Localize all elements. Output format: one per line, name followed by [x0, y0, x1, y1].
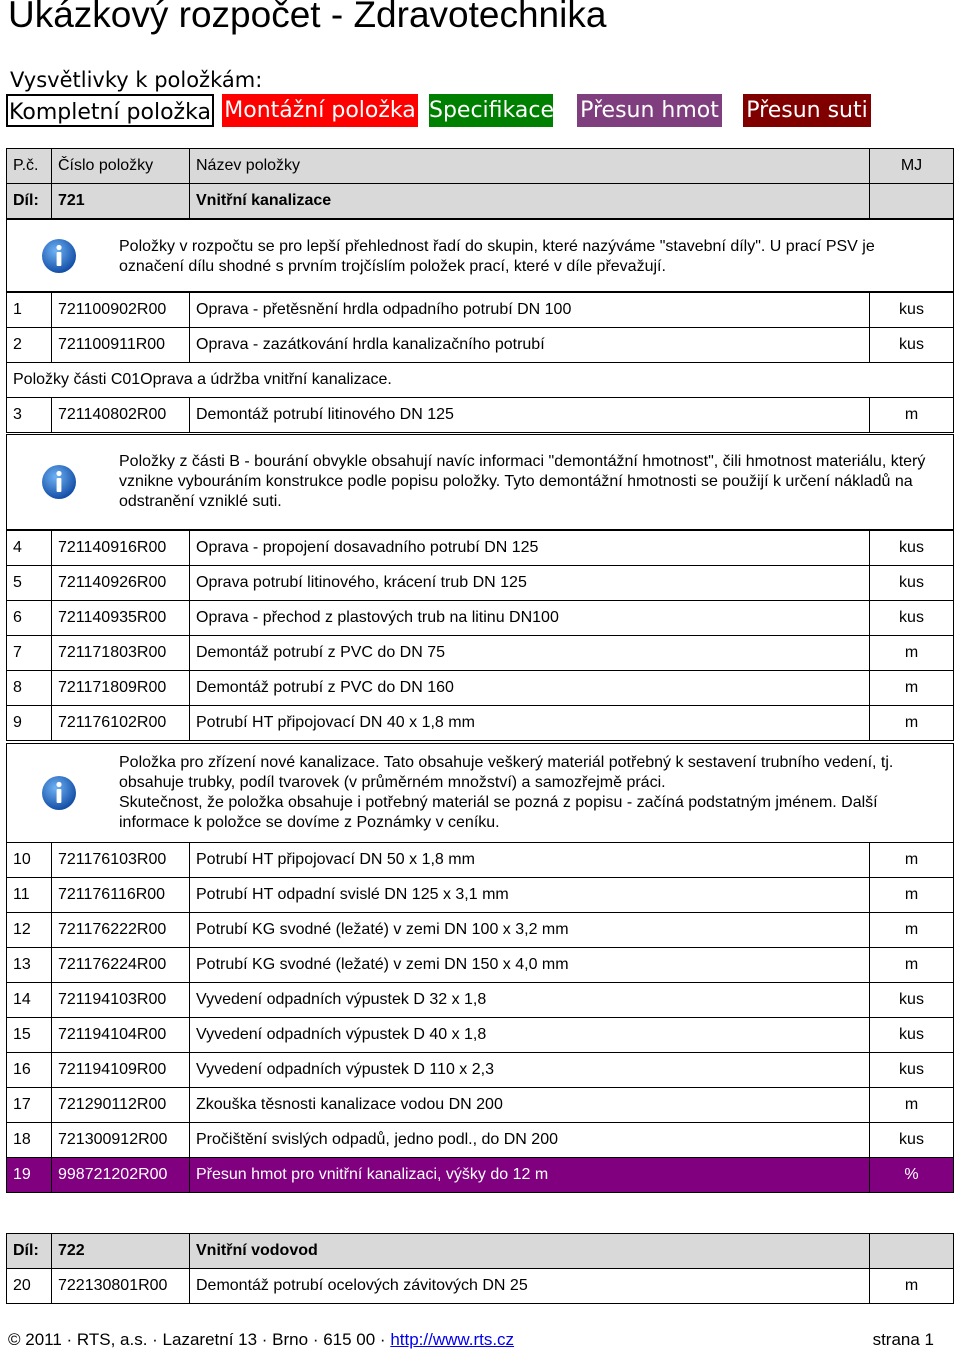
table-row-presun-hmot: [7, 1158, 954, 1193]
dil-label: Díl:: [7, 1234, 52, 1269]
row-name: Vyvedení odpadních výpustek D 110 x 2,3: [190, 1053, 870, 1088]
row-pc: 3: [7, 398, 52, 433]
row-mj: m: [870, 398, 954, 433]
row-name: Oprava - přetěsnění hrdla odpadního potrubí DN 100: [190, 293, 870, 328]
row-pc: 4: [7, 531, 52, 566]
row-name: Oprava potrubí litinového, krácení trub DN 125: [190, 566, 870, 601]
table-row: [7, 293, 954, 328]
row-code: 721176102R00: [52, 706, 190, 741]
row-name: Demontáž potrubí ocelových závitových DN 25: [190, 1269, 870, 1304]
table-row: [7, 398, 954, 433]
row-pc: 10: [7, 843, 52, 878]
row-pc: 8: [7, 671, 52, 706]
info-text-1: Položky v rozpočtu se pro lepší přehlednost řadí do skupin, které nazýváme "stavební díly". U prací PSV je označení dílu shodné s prvním trojčíslím položek prací, které v díle převažují.: [119, 238, 875, 275]
table-row: [7, 1088, 954, 1123]
row-pc: 18: [7, 1123, 52, 1158]
row-pc: 16: [7, 1053, 52, 1088]
row-mj: m: [870, 878, 954, 913]
table-row: [7, 983, 954, 1018]
row-pc: 12: [7, 913, 52, 948]
row-code: 721100902R00: [52, 293, 190, 328]
row-code: 721171803R00: [52, 636, 190, 671]
row-code: 722130801R00: [52, 1269, 190, 1304]
page-number: strana 1: [872, 1330, 934, 1349]
header-row: [7, 149, 954, 184]
row-name: Potrubí HT připojovací DN 50 x 1,8 mm: [190, 843, 870, 878]
row-pc: 6: [7, 601, 52, 636]
row-code: 721176222R00: [52, 913, 190, 948]
table-row: [7, 843, 954, 878]
row-name: Oprava - přechod z plastových trub na litinu DN100: [190, 601, 870, 636]
row-name: Vyvedení odpadních výpustek D 32 x 1,8: [190, 983, 870, 1018]
table-row: [7, 601, 954, 636]
legend-specifikace: Specifikace: [429, 94, 553, 127]
footer-link[interactable]: http://www.rts.cz: [390, 1330, 515, 1349]
row-name: Demontáž potrubí litinového DN 125: [190, 398, 870, 433]
row-mj: kus: [870, 1123, 954, 1158]
dil-mj: [870, 184, 954, 219]
table-row: [7, 671, 954, 706]
row-pc: 5: [7, 566, 52, 601]
row-name: Demontáž potrubí z PVC do DN 75: [190, 636, 870, 671]
row-code: 721140802R00: [52, 398, 190, 433]
info-box-1: [6, 219, 954, 292]
row-pc: 14: [7, 983, 52, 1018]
row-mj: m: [870, 913, 954, 948]
row-pc: 1: [7, 293, 52, 328]
row-pc: 15: [7, 1018, 52, 1053]
row-code: 721194109R00: [52, 1053, 190, 1088]
group-row: [7, 363, 954, 398]
row-pc: 19: [7, 1158, 52, 1193]
page-title: Ukázkový rozpočet - Zdravotechnika: [8, 0, 607, 35]
row-mj: m: [870, 706, 954, 741]
legend-heading: Vysvětlivky k položkám:: [10, 68, 263, 92]
row-pc: 20: [7, 1269, 52, 1304]
dil-row-722: [7, 1234, 954, 1269]
row-mj: m: [870, 843, 954, 878]
table-row: [7, 913, 954, 948]
table-row: [7, 706, 954, 741]
row-mj: kus: [870, 1053, 954, 1088]
row-name: Pročištění svislých odpadů, jedno podl., do DN 200: [190, 1123, 870, 1158]
row-code: 721176116R00: [52, 878, 190, 913]
info-text-2: Položky z části B - bourání obvykle obsahují navíc informaci "demontážní hmotnost", čili hmotnost materiálu, který vznikne vybouráním konstrukce podle popisu položky. Tyto demontážní hmotnosti se použijí k určení nákladů na odstranění vzniklé suti.: [119, 453, 926, 510]
row-code: 721290112R00: [52, 1088, 190, 1123]
table-row: [7, 878, 954, 913]
row-name: Oprava - propojení dosavadního potrubí DN 125: [190, 531, 870, 566]
row-name: Vyvedení odpadních výpustek D 40 x 1,8: [190, 1018, 870, 1053]
legend-presun-hmot: Přesun hmot: [577, 94, 722, 127]
row-mj: %: [870, 1158, 954, 1193]
row-code: 998721202R00: [52, 1158, 190, 1193]
legend-montazni: Montážní položka: [222, 94, 418, 127]
table-row: [7, 1123, 954, 1158]
dil-code: 722: [52, 1234, 190, 1269]
row-pc: 7: [7, 636, 52, 671]
row-mj: m: [870, 1088, 954, 1123]
row-code: 721140916R00: [52, 531, 190, 566]
row-mj: m: [870, 948, 954, 983]
col-pc-header: P.č.: [7, 149, 52, 184]
dil-row-721: [7, 184, 954, 219]
row-mj: kus: [870, 566, 954, 601]
row-code: 721100911R00: [52, 328, 190, 363]
items-table-a: [6, 292, 954, 433]
table-row: [7, 948, 954, 983]
row-mj: kus: [870, 1018, 954, 1053]
row-mj: m: [870, 1269, 954, 1304]
row-name: Potrubí KG svodné (ležaté) v zemi DN 100 x 3,2 mm: [190, 913, 870, 948]
row-name: Potrubí HT připojovací DN 40 x 1,8 mm: [190, 706, 870, 741]
row-name: Zkouška těsnosti kanalizace vodou DN 200: [190, 1088, 870, 1123]
table-row: [7, 328, 954, 363]
row-name: Oprava - zazátkování hrdla kanalizačního potrubí: [190, 328, 870, 363]
info-text-3-para: Skutečnost, že položka obsahuje i potřebný materiál se pozná z popisu - začíná podstatným jménem. Další informace k položce se dovíme z Poznámky v ceníku.: [119, 794, 878, 831]
info-icon: [41, 775, 77, 811]
row-pc: 2: [7, 328, 52, 363]
row-pc: 11: [7, 878, 52, 913]
items-table-c: [6, 842, 954, 1193]
row-code: 721194103R00: [52, 983, 190, 1018]
table-row: [7, 1053, 954, 1088]
info-icon: [41, 238, 77, 274]
dil-mj: [870, 1234, 954, 1269]
dil-code: 721: [52, 184, 190, 219]
row-mj: kus: [870, 328, 954, 363]
row-pc: 17: [7, 1088, 52, 1123]
legend-complete: Kompletní položka: [6, 94, 214, 127]
group-label: Položky části C01Oprava a údržba vnitřní kanalizace.: [7, 363, 954, 398]
info-icon: [41, 464, 77, 500]
row-code: 721140926R00: [52, 566, 190, 601]
col-mj-header: MJ: [870, 149, 954, 184]
footer-left: [8, 1330, 514, 1350]
row-pc: 9: [7, 706, 52, 741]
row-name: Přesun hmot pro vnitřní kanalizaci, výšky do 12 m: [190, 1158, 870, 1193]
table-row: [7, 636, 954, 671]
row-name: Potrubí KG svodné (ležaté) v zemi DN 150 x 4,0 mm: [190, 948, 870, 983]
row-code: 721140935R00: [52, 601, 190, 636]
dil-name: Vnitřní kanalizace: [190, 184, 870, 219]
dil-name: Vnitřní vodovod: [190, 1234, 870, 1269]
info-text-3: [119, 753, 943, 833]
items-table-b: [6, 530, 954, 741]
table-row: [7, 1018, 954, 1053]
row-mj: m: [870, 671, 954, 706]
table-row: [7, 1269, 954, 1304]
info-box-3: [6, 743, 954, 843]
row-code: 721176103R00: [52, 843, 190, 878]
row-pc: 13: [7, 948, 52, 983]
row-code: 721171809R00: [52, 671, 190, 706]
info-text-3-para: Položka pro zřízení nové kanalizace. Tato obsahuje veškerý materiál potřebný k sestavení trubního vedení, tj. obsahuje trubky, podíl tvarovek (v průměrném množství) a samozřejmě práci.: [119, 754, 894, 791]
info-box-2: [6, 434, 954, 530]
row-name: Potrubí HT odpadní svislé DN 125 x 3,1 mm: [190, 878, 870, 913]
items-table-d: [6, 1233, 954, 1304]
col-code-header: Číslo položky: [52, 149, 190, 184]
table-row: [7, 531, 954, 566]
row-mj: kus: [870, 531, 954, 566]
footer-copyright: © 2011 · RTS, a.s. · Lazaretní 13 · Brno · 615 00 ·: [8, 1330, 391, 1349]
table-row: [7, 566, 954, 601]
row-code: 721300912R00: [52, 1123, 190, 1158]
dil-label: Díl:: [7, 184, 52, 219]
row-mj: kus: [870, 601, 954, 636]
legend-presun-suti: Přesun suti: [743, 94, 871, 127]
row-mj: kus: [870, 983, 954, 1018]
row-mj: kus: [870, 293, 954, 328]
row-name: Demontáž potrubí z PVC do DN 160: [190, 671, 870, 706]
col-name-header: Název položky: [190, 149, 870, 184]
row-code: 721194104R00: [52, 1018, 190, 1053]
header-table: [6, 148, 954, 219]
row-code: 721176224R00: [52, 948, 190, 983]
row-mj: m: [870, 636, 954, 671]
